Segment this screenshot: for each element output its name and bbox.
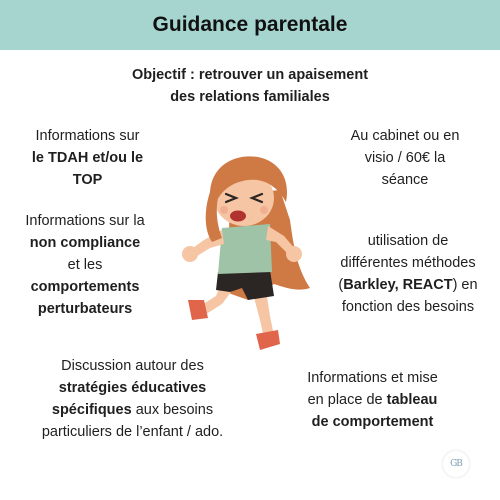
cheek	[220, 206, 228, 214]
methods-line-2: différentes méthodes	[340, 255, 476, 271]
cabinet-line-1: Au cabinet ou en	[350, 128, 460, 144]
objective-line-1: Objectif : retrouver un apaisement	[131, 67, 369, 83]
compliance-line-5: perturbateurs	[37, 301, 133, 317]
tdah-line-1: Informations sur	[35, 128, 140, 144]
cabinet-line-2: visio / 60€ la	[364, 150, 446, 166]
compliance-line-1: Informations sur la	[25, 213, 145, 229]
tableau-info-block	[290, 367, 455, 433]
discussion-line-3-rest: aux besoins	[131, 402, 214, 418]
tableau-line-3: de comportement	[311, 414, 434, 430]
discussion-info-block	[20, 355, 245, 443]
logo-text: GB	[450, 459, 462, 469]
tdah-line-3: TOP	[72, 172, 103, 188]
discussion-line-1: Discussion autour des	[61, 358, 204, 374]
cabinet-info-block	[330, 125, 480, 191]
compliance-line-4: comportements	[30, 279, 140, 295]
methods-info-block	[318, 230, 498, 318]
compliance-info-block	[5, 210, 165, 320]
compliance-line-3: et les	[67, 257, 103, 273]
brand-logo	[443, 451, 469, 477]
cheek	[260, 206, 268, 214]
discussion-line-4: particuliers de l’enfant / ado.	[41, 424, 224, 440]
left-fist	[182, 246, 198, 262]
tableau-line-1: Informations et mise	[307, 370, 438, 386]
shirt	[218, 224, 272, 274]
tableau-line-2-pre: en place de	[307, 392, 387, 408]
methods-line-3-bold: Barkley, REACT	[343, 277, 453, 293]
tdah-line-2: le TDAH et/ou le	[31, 150, 144, 166]
discussion-line-3-bold: spécifiques	[51, 402, 132, 418]
right-fist	[286, 246, 302, 262]
header-banner	[0, 0, 500, 50]
tdah-info-block	[10, 125, 165, 191]
page-title: Guidance parentale	[152, 13, 348, 36]
compliance-line-2: non compliance	[29, 235, 141, 251]
tableau-line-2-bold: tableau	[386, 392, 438, 408]
right-shoe	[256, 330, 280, 350]
methods-paren-open: (	[338, 277, 344, 293]
objective-line-2: des relations familiales	[170, 89, 330, 105]
methods-line-1: utilisation de	[367, 233, 449, 249]
mouth-icon	[230, 211, 246, 222]
discussion-line-2: stratégies éducatives	[58, 380, 207, 396]
cabinet-line-3: séance	[381, 172, 429, 188]
objective-text	[0, 64, 500, 108]
angry-girl-stomping-illustration	[170, 150, 330, 355]
methods-line-3-rest: ) en	[452, 277, 478, 293]
methods-line-4: fonction des besoins	[341, 299, 475, 315]
